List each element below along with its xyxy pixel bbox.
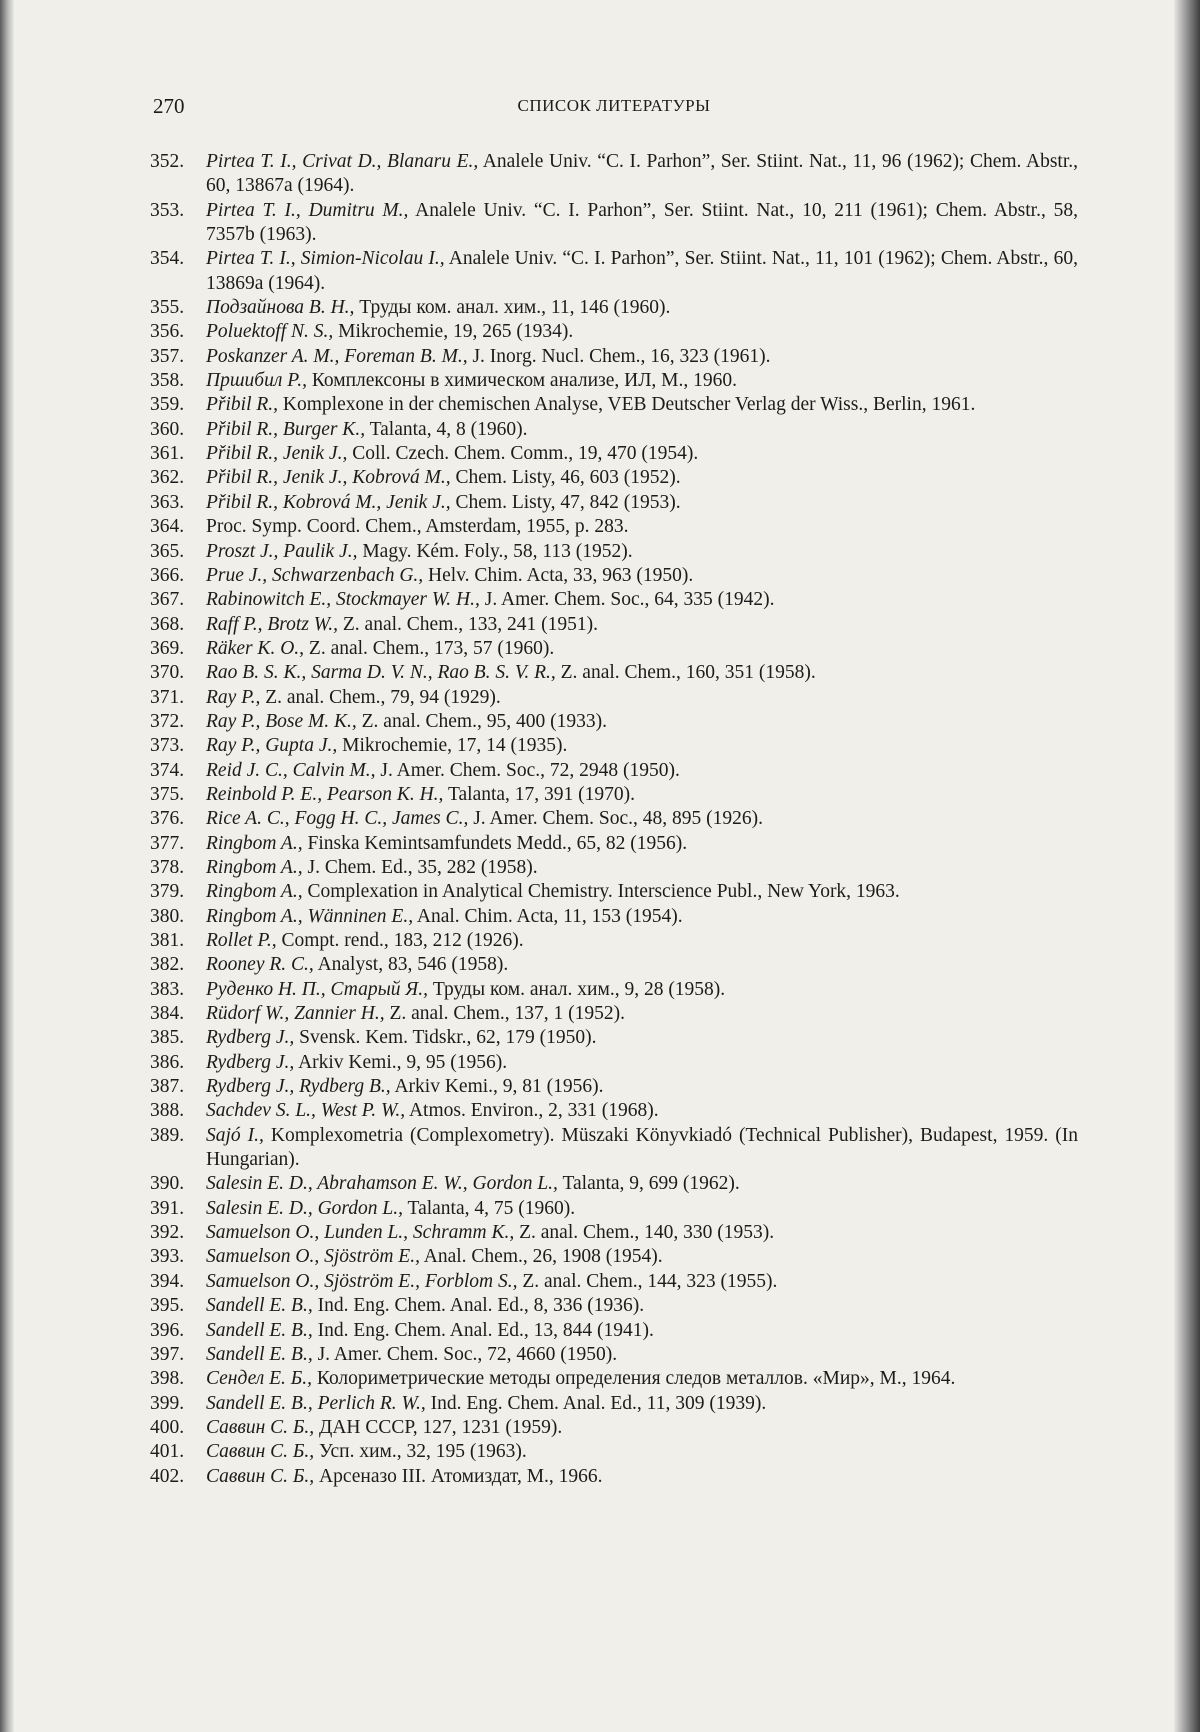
reference-source: Coll. Czech. Chem. Comm., 19, 470 (1954). [347, 443, 699, 465]
reference-item [150, 1440, 1078, 1464]
reference-source: Finska Kemintsamfundets Medd., 65, 82 (1956). [302, 832, 688, 854]
reference-number: 374. [150, 759, 185, 781]
reference-source: Talanta, 4, 8 (1960). [365, 418, 528, 440]
reference-text [206, 247, 1078, 296]
reference-number: 389. [150, 1124, 185, 1146]
reference-source: Z. anal. Chem., 173, 57 (1960). [304, 637, 555, 659]
reference-text [206, 150, 1078, 199]
reference-authors: Räker K. O., [206, 637, 305, 659]
reference-number: 391. [150, 1197, 185, 1219]
reference-authors: Pirtea T. I., Dumitru M., [206, 199, 409, 221]
reference-source: Analele Univ. “C. I. Parhon”, Ser. Stiint. Nat., 11, 96 (1962); Chem. Abstr., 60, 13867a (1964). [206, 151, 1078, 197]
reference-authors: Подзайнова В. Н., [206, 297, 355, 319]
reference-number: 400. [150, 1416, 185, 1438]
reference-source: Chem. Listy, 47, 842 (1953). [450, 491, 681, 513]
reference-item [150, 1416, 1078, 1440]
reference-text [206, 1392, 1078, 1416]
reference-text [206, 1294, 1078, 1318]
reference-item [150, 320, 1078, 344]
reference-text [206, 296, 1078, 320]
reference-number: 362. [150, 467, 185, 489]
reference-authors: Přibil R., [206, 394, 279, 416]
reference-number: 358. [150, 370, 185, 392]
reference-text [206, 1440, 1078, 1464]
reference-item [150, 491, 1078, 515]
reference-text [206, 466, 1078, 490]
reference-text [206, 978, 1078, 1002]
reference-authors: Přibil R., Jenik J., Kobrová M., [206, 467, 451, 489]
reference-text [206, 759, 1078, 783]
page-content [150, 88, 1078, 1489]
reference-text [206, 1051, 1078, 1075]
reference-source: Z. anal. Chem., 144, 323 (1955). [517, 1270, 778, 1292]
reference-authors: Rabinowitch E., Stockmayer W. H., [206, 589, 480, 611]
reference-source: J. Chem. Ed., 35, 282 (1958). [302, 856, 538, 878]
reference-source: Усп. хим., 32, 195 (1963). [314, 1441, 527, 1463]
reference-number: 360. [150, 418, 185, 440]
reference-source: Колориметрические методы определения следов металлов. «Мир», М., 1964. [312, 1368, 956, 1390]
reference-number: 396. [150, 1319, 185, 1341]
reference-number: 395. [150, 1295, 185, 1317]
page-edge-right [1174, 0, 1200, 1732]
reference-authors: Salesin E. D., Abrahamson E. W., Gordon L., [206, 1173, 558, 1195]
reference-item [150, 856, 1078, 880]
reference-item [150, 637, 1078, 661]
reference-item [150, 247, 1078, 296]
reference-text [206, 1270, 1078, 1294]
reference-authors: Proszt J., Paulik J., [206, 540, 358, 562]
reference-source: Arkiv Kemi., 9, 81 (1956). [390, 1076, 604, 1098]
reference-source: Ind. Eng. Chem. Anal. Ed., 11, 309 (1939). [425, 1392, 767, 1414]
reference-authors: Salesin E. D., Gordon L., [206, 1197, 403, 1219]
page-edge-left [0, 0, 14, 1732]
reference-authors: Rooney R. C., [206, 954, 314, 976]
reference-authors: Prue J., Schwarzenbach G., [206, 564, 424, 586]
reference-authors: Ringbom A., [206, 856, 303, 878]
reference-authors: Sandell E. B., Perlich R. W., [206, 1392, 426, 1414]
reference-number: 380. [150, 905, 185, 927]
reference-source: Anal. Chem., 26, 1908 (1954). [419, 1246, 663, 1268]
reference-authors: Přibil R., Kobrová M., Jenik J., [206, 491, 451, 513]
reference-source: Z. anal. Chem., 137, 1 (1952). [384, 1003, 626, 1025]
reference-authors: Reinbold P. E., Pearson K. H., [206, 783, 444, 805]
reference-item [150, 515, 1078, 539]
reference-text [206, 613, 1078, 637]
reference-number: 375. [150, 783, 185, 805]
reference-source: Komplexometria (Complexometry). Müszaki Könyvkiadó (Technical Publisher), Budapest, 1959. (In Hungarian). [206, 1124, 1078, 1171]
reference-item [150, 1270, 1078, 1294]
reference-text [206, 832, 1078, 856]
reference-source: Комплексоны в химическом анализе, ИЛ, М., 1960. [306, 370, 738, 392]
reference-authors: Samuelson O., Lunden L., Schramm K., [206, 1222, 515, 1244]
reference-text [206, 1245, 1078, 1269]
reference-source: Compt. rend., 183, 212 (1926). [276, 930, 524, 951]
reference-authors: Пршибил Р., [206, 370, 307, 392]
reference-source: Anal. Chim. Acta, 11, 153 (1954). [413, 905, 683, 927]
reference-text [206, 661, 1078, 685]
reference-text [206, 199, 1078, 248]
reference-authors: Samuelson O., Sjöström E., [206, 1246, 420, 1268]
reference-item [150, 832, 1078, 856]
reference-number: 386. [150, 1051, 185, 1073]
reference-authors: Ringbom A., [206, 881, 303, 903]
reference-number: 363. [150, 491, 185, 513]
reference-number: 356. [150, 321, 185, 343]
reference-source: J. Amer. Chem. Soc., 48, 895 (1926). [468, 808, 763, 830]
reference-number: 401. [150, 1441, 185, 1463]
reference-source: Труды ком. анал. хим., 9, 28 (1958). [427, 978, 726, 1000]
reference-authors: Sachdev S. L., West P. W., [206, 1100, 406, 1122]
reference-number: 385. [150, 1027, 185, 1049]
reference-number: 365. [150, 540, 185, 562]
reference-text [206, 1319, 1078, 1343]
reference-item [150, 418, 1078, 442]
reference-text [206, 320, 1078, 344]
reference-text [206, 564, 1078, 588]
reference-source: Svensk. Kem. Tidskr., 62, 179 (1950). [294, 1027, 597, 1049]
reference-item [150, 880, 1078, 904]
reference-authors: Sandell E. B., [206, 1319, 313, 1341]
reference-source: J. Amer. Chem. Soc., 72, 4660 (1950). [312, 1343, 618, 1365]
reference-number: 392. [150, 1222, 185, 1244]
reference-number: 352. [150, 151, 185, 172]
reference-number: 368. [150, 613, 185, 635]
reference-authors: Raff P., Brotz W., [206, 613, 339, 635]
reference-source: Mikrochemie, 17, 14 (1935). [337, 735, 568, 757]
reference-item [150, 150, 1078, 199]
reference-source: ДАН СССР, 127, 1231 (1959). [314, 1416, 563, 1438]
reference-text [206, 1367, 1078, 1391]
reference-item [150, 1221, 1078, 1245]
reference-number: 378. [150, 856, 185, 878]
reference-text [206, 1197, 1078, 1221]
reference-authors: Ray P., Gupta J., [206, 735, 338, 757]
reference-number: 355. [150, 297, 185, 319]
reference-authors: Přibil R., Jenik J., [206, 443, 348, 465]
reference-text [206, 442, 1078, 466]
reference-item [150, 393, 1078, 417]
reference-text [206, 1026, 1078, 1050]
reference-text [206, 1416, 1078, 1440]
reference-item [150, 661, 1078, 685]
reference-item [150, 1294, 1078, 1318]
reference-item [150, 759, 1078, 783]
reference-item [150, 564, 1078, 588]
reference-text [206, 734, 1078, 758]
reference-source: Talanta, 4, 75 (1960). [403, 1197, 576, 1219]
reference-authors: Poluektoff N. S., [206, 321, 334, 343]
reference-number: 394. [150, 1270, 185, 1292]
reference-source: Ind. Eng. Chem. Anal. Ed., 13, 844 (1941). [312, 1319, 654, 1341]
reference-source: Труды ком. анал. хим., 11, 146 (1960). [354, 297, 671, 319]
reference-item [150, 199, 1078, 248]
reference-list [150, 150, 1078, 1489]
reference-number: 402. [150, 1465, 185, 1487]
reference-number: 393. [150, 1246, 185, 1268]
reference-item [150, 1367, 1078, 1391]
reference-authors: Ray P., [206, 686, 261, 708]
reference-authors: Sandell E. B., [206, 1343, 313, 1365]
reference-text [206, 1099, 1078, 1123]
reference-text [206, 905, 1078, 929]
reference-text [206, 953, 1078, 977]
reference-number: 369. [150, 637, 185, 659]
reference-item [150, 296, 1078, 320]
reference-source: Z. anal. Chem., 133, 241 (1951). [338, 613, 598, 635]
reference-source: Atmos. Environ., 2, 331 (1968). [405, 1100, 659, 1122]
reference-text [206, 856, 1078, 880]
reference-item [150, 1319, 1078, 1343]
reference-item [150, 1051, 1078, 1075]
reference-source: Арсеназо III. Атомиздат, М., 1966. [314, 1465, 603, 1487]
reference-text [206, 1002, 1078, 1026]
reference-source: Helv. Chim. Acta, 33, 963 (1950). [423, 564, 694, 586]
reference-number: 353. [150, 199, 185, 221]
reference-authors: Rice A. C., Fogg H. C., James C., [206, 808, 469, 830]
reference-item [150, 686, 1078, 710]
reference-number: 399. [150, 1392, 185, 1414]
reference-authors: Rüdorf W., Zannier H., [206, 1003, 385, 1025]
reference-number: 366. [150, 564, 185, 586]
reference-authors: Саввин С. Б., [206, 1416, 315, 1438]
reference-text [206, 807, 1078, 831]
reference-number: 372. [150, 710, 185, 732]
reference-item [150, 783, 1078, 807]
reference-number: 373. [150, 735, 185, 757]
reference-source: Ind. Eng. Chem. Anal. Ed., 8, 336 (1936). [312, 1295, 645, 1317]
reference-authors: Sandell E. B., [206, 1295, 313, 1317]
reference-source: Arkiv Kemi., 9, 95 (1956). [294, 1051, 508, 1073]
reference-text [206, 783, 1078, 807]
page-header [150, 88, 1078, 128]
reference-text [206, 369, 1078, 393]
reference-item [150, 1075, 1078, 1099]
reference-text [206, 1172, 1078, 1196]
reference-authors: Ringbom A., [206, 832, 303, 854]
page-number: 270 [153, 94, 185, 118]
reference-source: Analele Univ. “C. I. Parhon”, Ser. Stiint. Nat., 10, 211 (1961); Chem. Abstr., 58, 7357b (1963). [206, 199, 1079, 246]
reference-authors: Rao B. S. K., Sarma D. V. N., Rao B. S. V. R., [206, 662, 556, 684]
reference-source: Analele Univ. “C. I. Parhon”, Ser. Stiint. Nat., 11, 101 (1962); Chem. Abstr., 60, 13869a (1964). [206, 248, 1078, 294]
reference-item [150, 1343, 1078, 1367]
reference-authors: Rollet P., [206, 930, 277, 951]
reference-authors: Саввин С. Б., [206, 1441, 315, 1463]
reference-authors: Руденко Н. П., Старый Я., [206, 978, 428, 1000]
reference-number: 359. [150, 394, 185, 416]
reference-number: 379. [150, 881, 185, 903]
reference-item [150, 734, 1078, 758]
reference-item [150, 1099, 1078, 1123]
reference-item [150, 369, 1078, 393]
reference-text [206, 686, 1078, 710]
reference-number: 376. [150, 808, 185, 830]
reference-text [206, 1075, 1078, 1099]
reference-number: 383. [150, 978, 185, 1000]
reference-number: 384. [150, 1003, 185, 1025]
reference-text [206, 345, 1078, 369]
reference-number: 370. [150, 662, 185, 684]
reference-authors: Poskanzer A. M., Foreman B. M., [206, 345, 468, 367]
reference-source: Magy. Kém. Foly., 58, 113 (1952). [357, 540, 633, 562]
reference-item [150, 1245, 1078, 1269]
reference-number: 357. [150, 345, 185, 367]
reference-text [206, 393, 1078, 417]
reference-source: Proc. Symp. Coord. Chem., Amsterdam, 1955, p. 283. [206, 516, 629, 538]
reference-number: 371. [150, 686, 185, 708]
reference-text [206, 588, 1078, 612]
reference-source: Chem. Listy, 46, 603 (1952). [450, 467, 681, 489]
reference-item [150, 1465, 1078, 1489]
reference-authors: Samuelson O., Sjöström E., Forblom S., [206, 1270, 518, 1292]
reference-source: J. Inorg. Nucl. Chem., 16, 323 (1961). [467, 345, 771, 367]
reference-authors: Сендел Е. Б., [206, 1368, 313, 1390]
reference-source: Analyst, 83, 546 (1958). [313, 954, 509, 976]
reference-text [206, 637, 1078, 661]
reference-item [150, 1124, 1078, 1173]
reference-authors: Ray P., Bose M. K., [206, 710, 357, 732]
reference-item [150, 540, 1078, 564]
reference-source: Z. anal. Chem., 140, 330 (1953). [514, 1222, 775, 1244]
reference-text [206, 540, 1078, 564]
reference-item [150, 588, 1078, 612]
reference-item [150, 710, 1078, 734]
reference-text [206, 929, 1078, 953]
reference-source: Z. anal. Chem., 79, 94 (1929). [260, 686, 501, 708]
reference-item [150, 466, 1078, 490]
reference-number: 361. [150, 443, 185, 465]
reference-text [206, 1465, 1078, 1489]
reference-source: Talanta, 17, 391 (1970). [443, 783, 636, 805]
reference-text [206, 880, 1078, 904]
reference-text [206, 710, 1078, 734]
reference-text [206, 1221, 1078, 1245]
reference-item [150, 978, 1078, 1002]
reference-item [150, 613, 1078, 637]
reference-source: J. Amer. Chem. Soc., 72, 2948 (1950). [375, 759, 680, 781]
reference-source: Z. anal. Chem., 95, 400 (1933). [356, 710, 607, 732]
reference-number: 387. [150, 1076, 185, 1098]
reference-item [150, 1002, 1078, 1026]
reference-source: Komplexone in der chemischen Analyse, VEB Deutscher Verlag der Wiss., Berlin, 1961. [278, 394, 976, 416]
reference-source: Complexation in Analytical Chemistry. Interscience Publ., New York, 1963. [302, 881, 900, 903]
reference-text [206, 1343, 1078, 1367]
reference-number: 390. [150, 1173, 185, 1195]
reference-item [150, 1197, 1078, 1221]
reference-source: Mikrochemie, 19, 265 (1934). [333, 321, 574, 343]
reference-number: 367. [150, 589, 185, 611]
reference-item [150, 442, 1078, 466]
reference-number: 381. [150, 930, 185, 951]
reference-authors: Rydberg J., [206, 1027, 295, 1049]
reference-source: Talanta, 9, 699 (1962). [557, 1173, 740, 1195]
reference-authors: Sajó I., [206, 1124, 264, 1146]
reference-authors: Přibil R., Burger K., [206, 418, 366, 440]
reference-text [206, 1124, 1078, 1173]
reference-source: Z. anal. Chem., 160, 351 (1958). [555, 662, 816, 684]
reference-number: 354. [150, 248, 185, 270]
reference-authors: Ringbom A., Wänninen E., [206, 905, 414, 927]
reference-item [150, 929, 1078, 953]
running-title: СПИСОК ЛИТЕРАТУРЫ [517, 96, 711, 115]
reference-item [150, 1172, 1078, 1196]
reference-authors: Саввин С. Б., [206, 1465, 315, 1487]
reference-authors: Pirtea T. I., Crivat D., Blanaru E., [206, 151, 479, 172]
reference-authors: Pirtea T. I., Simion-Nicolau I., [206, 248, 445, 270]
reference-number: 364. [150, 516, 185, 538]
reference-authors: Rydberg J., Rydberg B., [206, 1076, 391, 1098]
reference-item [150, 905, 1078, 929]
reference-number: 388. [150, 1100, 185, 1122]
reference-item [150, 1026, 1078, 1050]
reference-item [150, 953, 1078, 977]
reference-text [206, 418, 1078, 442]
reference-item [150, 807, 1078, 831]
reference-number: 398. [150, 1368, 185, 1390]
reference-source: J. Amer. Chem. Soc., 64, 335 (1942). [479, 589, 775, 611]
reference-text [206, 515, 1078, 539]
reference-text [206, 491, 1078, 515]
reference-item [150, 1392, 1078, 1416]
reference-number: 377. [150, 832, 185, 854]
reference-authors: Rydberg J., [206, 1051, 295, 1073]
reference-number: 397. [150, 1343, 185, 1365]
reference-item [150, 345, 1078, 369]
reference-authors: Reid J. C., Calvin M., [206, 759, 376, 781]
reference-number: 382. [150, 954, 185, 976]
